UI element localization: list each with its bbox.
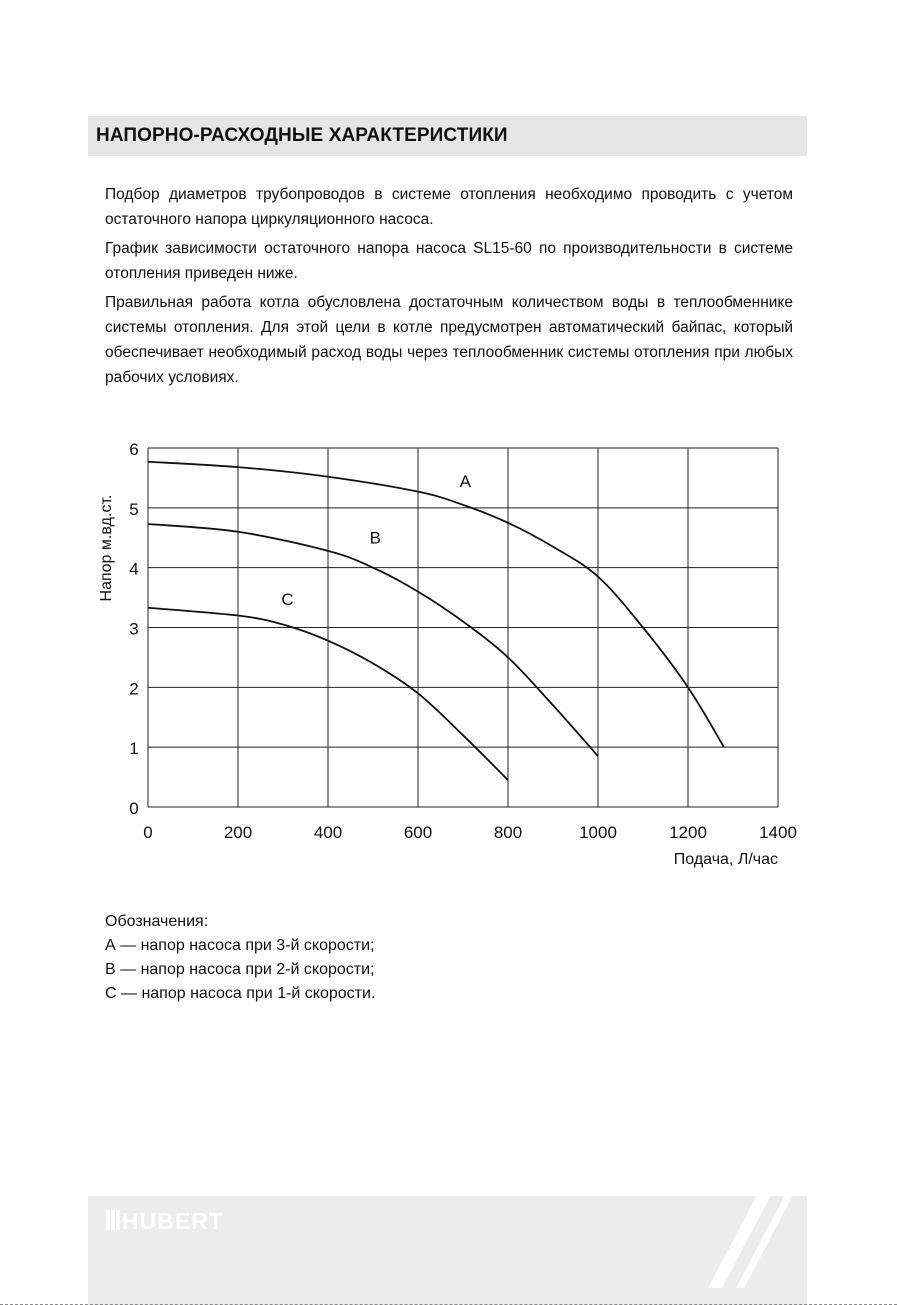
x-tick-label: 600: [403, 823, 433, 842]
curve-label-b: B: [369, 528, 381, 548]
x-axis-label: Подача, Л/час: [673, 851, 778, 868]
hubert-logo: [106, 1206, 266, 1234]
legend-item-a: А — напор насоса при 3-й скорости;: [105, 937, 375, 954]
footer: [88, 1196, 807, 1305]
legend-item-b: В — напор насоса при 2-й скорости;: [105, 961, 375, 978]
chart-svg: [0, 430, 897, 880]
curve-label-a: A: [459, 471, 471, 491]
x-tick-label: 800: [493, 823, 523, 842]
x-tick-label: 1400: [759, 823, 797, 842]
x-tick-label: 1200: [669, 823, 707, 842]
paragraph-2: График зависимости остаточного напора насоса SL15-60 по производительности в системе отопления приведен ниже.: [105, 240, 793, 282]
series-line-b: [148, 524, 598, 756]
y-tick-label: 0: [129, 799, 139, 818]
legend-item-c: С — напор насоса при 1-й скорости.: [105, 985, 376, 1002]
paragraph-1: Подбор диаметров трубопроводов в системе отопления необходимо проводить с учетом остаточного напора циркуляционного насоса.: [105, 186, 793, 228]
y-tick-label: 3: [129, 619, 139, 639]
svg-text:HUBERT: HUBERT: [122, 1208, 224, 1234]
curve-label-c: C: [281, 589, 294, 609]
y-axis-label: Напор м.вд.ст.: [98, 494, 115, 602]
decorative-stripes-icon: [688, 1178, 798, 1288]
intro-text: [105, 182, 793, 394]
page-title: НАПОРНО-РАСХОДНЫЕ ХАРАКТЕРИСТИКИ: [96, 125, 508, 146]
y-tick-label: 5: [129, 499, 139, 519]
pump-curve-chart: [0, 430, 897, 880]
x-tick-label: 1000: [579, 823, 617, 842]
section-header: [88, 116, 807, 156]
x-tick-label: 0: [143, 823, 153, 842]
x-tick-label: 200: [223, 823, 253, 842]
y-tick-label: 6: [129, 440, 139, 459]
series-line-a: [148, 462, 724, 747]
legend-title: Обозначения:: [105, 913, 209, 930]
y-tick-label: 4: [129, 559, 139, 579]
y-tick-label: 2: [129, 679, 139, 699]
legend: [105, 910, 375, 1006]
y-tick-label: 1: [129, 739, 139, 759]
x-tick-label: 400: [313, 823, 343, 842]
paragraph-3: Правильная работа котла обусловлена достаточным количеством воды в теплообменнике системы отопления. Для этой цели в котле предусмотрен автоматический байпас, который обеспечивает необходимый расход воды через теплообменник системы отопления при любых рабочих условиях.: [105, 294, 793, 386]
